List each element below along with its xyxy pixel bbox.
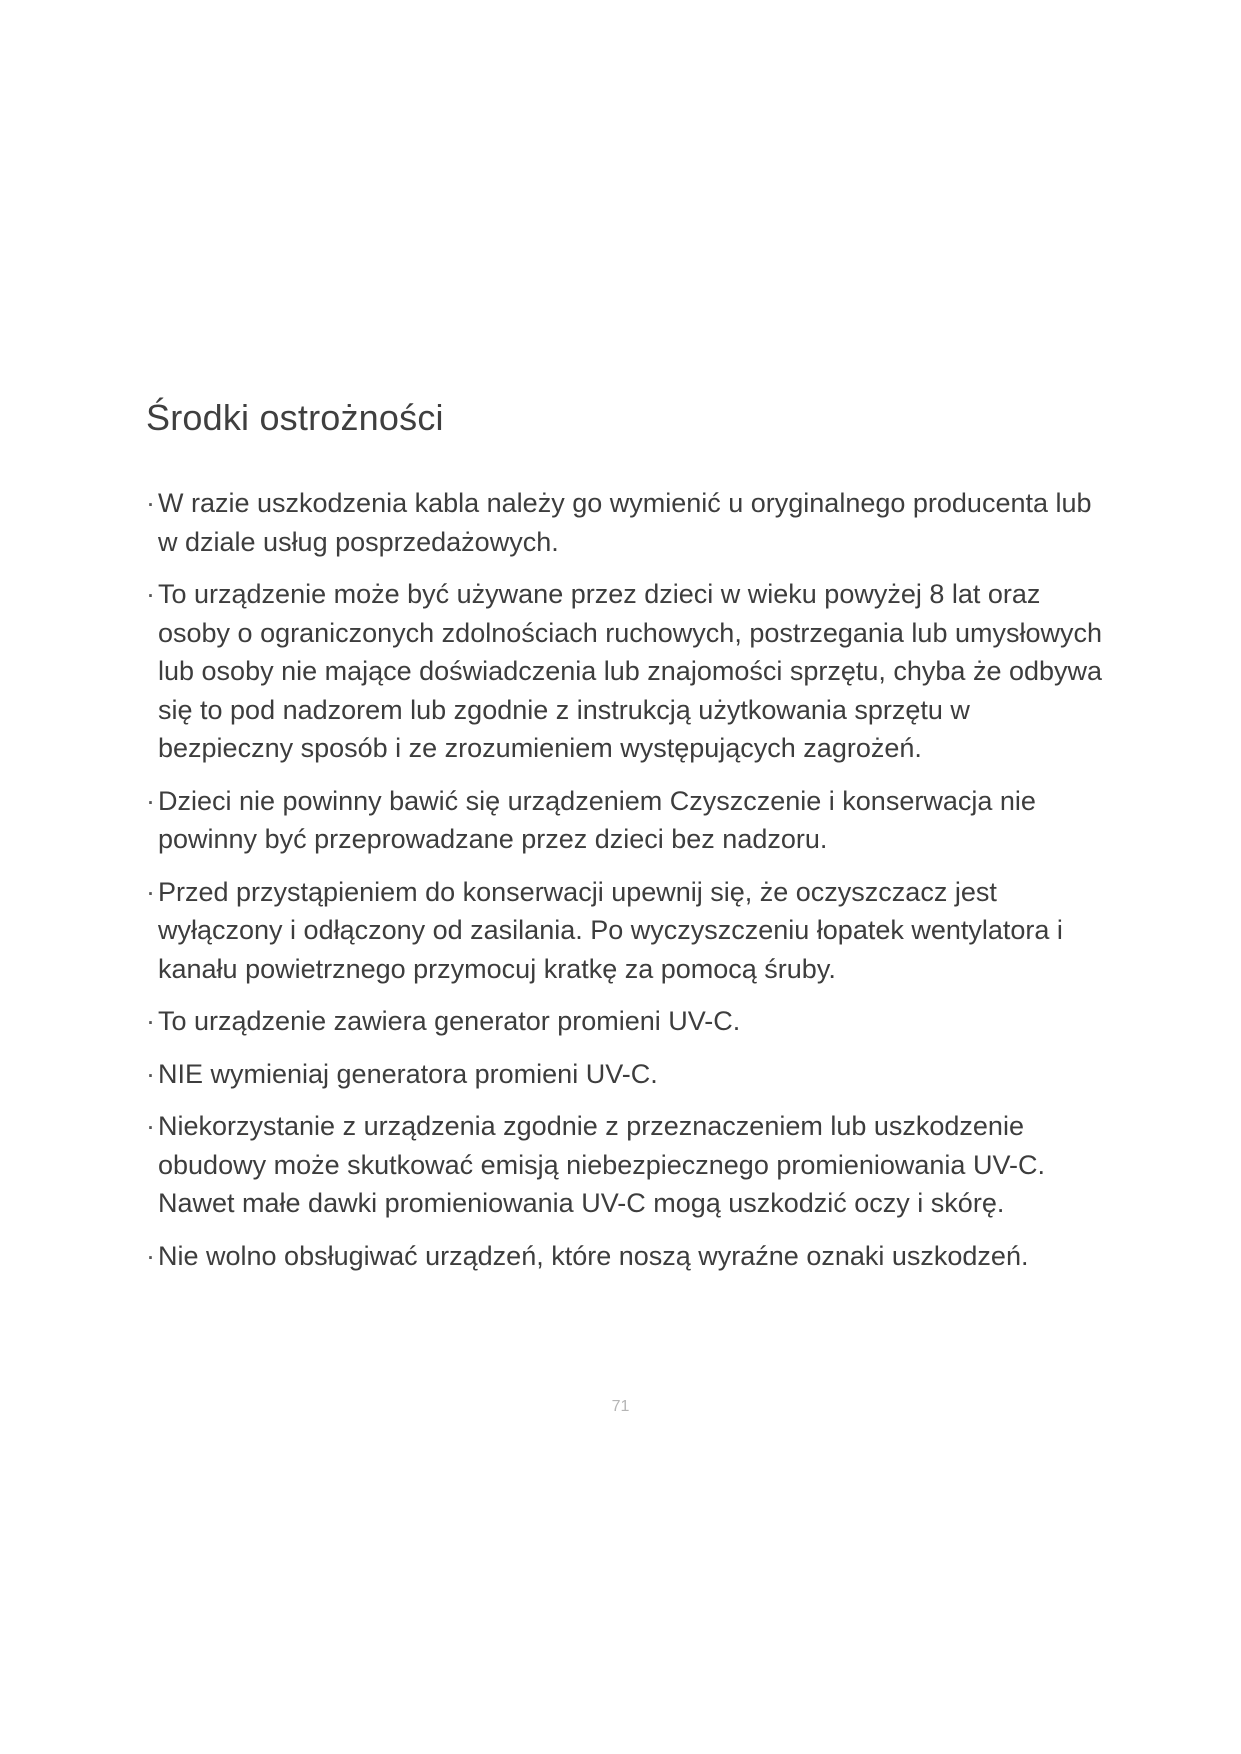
list-item-text: To urządzenie może być używane przez dzieci w wieku powyżej 8 lat oraz osoby o ograniczonych zdolnościach ruchowych, postrzegania lub umysłowych lub osoby nie mające doświadczenia lub znajomości sprzętu, chyba że odbywa się to pod nadzorem lub zgodnie z instrukcją użytkowania sprzętu w bezpieczny sposób i ze zrozumieniem występujących zagrożeń. [158, 579, 1103, 763]
list-item-text: Dzieci nie powinny bawić się urządzeniem Czyszczenie i konserwacja nie powinny być przeprowadzane przez dzieci bez nadzoru. [158, 785, 1036, 854]
list-item [146, 575, 1106, 768]
list-item-text: W razie uszkodzenia kabla należy go wymienić u oryginalnego producenta lub w dziale usług posprzedażowych. [158, 488, 1092, 557]
list-item-text: Nie wolno obsługiwać urządzeń, które noszą wyraźne oznaki uszkodzeń. [158, 1240, 1029, 1271]
bullet-icon: · [146, 1006, 155, 1036]
bullet-icon: · [146, 876, 155, 907]
list-item [146, 1002, 1106, 1041]
list-item [146, 1055, 1106, 1094]
list-item [146, 1237, 1106, 1276]
list-item [146, 782, 1106, 859]
list-item-text: Niekorzystanie z urządzenia zgodnie z przeznaczeniem lub uszkodzenie obudowy może skutkować emisją niebezpiecznego promieniowania UV-C. Nawet małe dawki promieniowania UV-C mogą uszkodzić oczy i skórę. [158, 1111, 1045, 1218]
bullet-icon: · [146, 1111, 155, 1141]
list-item-text: Przed przystąpieniem do konserwacji upewnij się, że oczyszczacz jest wyłączony i odłączony od zasilania. Po wyczyszczeniu łopatek wentylatora i kanału powietrznego przymocuj kratkę za pomocą śruby. [158, 876, 1063, 984]
list-item [146, 1107, 1106, 1223]
list-item-text: To urządzenie zawiera generator promieni UV-C. [158, 1006, 741, 1036]
list-item [146, 484, 1106, 561]
bullet-icon: · [146, 1240, 155, 1271]
bullet-icon: · [146, 579, 155, 609]
precautions-list [146, 484, 1106, 1289]
page-number: 71 [611, 1398, 630, 1415]
bullet-icon: · [146, 488, 155, 518]
bullet-icon: · [146, 785, 155, 816]
list-item [146, 873, 1106, 989]
bullet-icon: · [146, 1058, 155, 1089]
list-item-text: NIE wymieniaj generatora promieni UV-C. [158, 1058, 658, 1089]
page-title: Środki ostrożności [146, 397, 444, 438]
